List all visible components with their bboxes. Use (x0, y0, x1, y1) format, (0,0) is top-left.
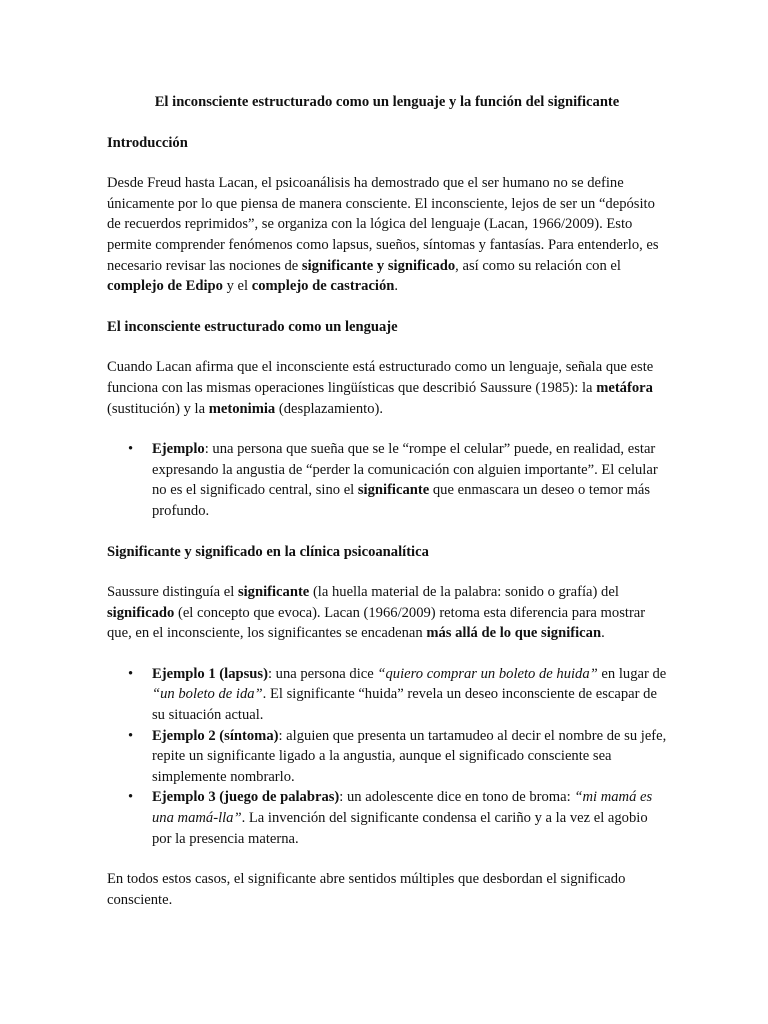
bullet-icon: • (128, 727, 134, 744)
section-heading-introduccion: Introducción (107, 134, 188, 151)
section-heading-significante-significado: Significante y significado en la clínica psicoanalítica (107, 543, 429, 560)
bullet-icon: • (128, 665, 134, 682)
document-page (107, 92, 667, 930)
list-item: • Ejemplo 2 (síntoma): alguien que presenta un tartamudeo al decir el nombre de su jefe, repite un significante ligado a la angustia, aunque el significado consciente sea simplemente nombrarlo. (128, 727, 667, 785)
list-item: • Ejemplo 3 (juego de palabras): un adolescente dice en tono de broma: “mi mamá es una mamá-lla”. La invención del significante condensa el cariño y a la vez el agobio por la presencia materna. (128, 789, 653, 847)
section2-paragraph: Saussure distinguía el significante (la huella material de la palabra: sonido o grafía) del significado (el concepto que evoca). Lacan (1966/2009) retoma esta diferencia para mostrar que, en el inconsciente, los significantes se encadenan más allá de lo que significan. (107, 584, 646, 642)
list-item: • Ejemplo 1 (lapsus): una persona dice “quiero comprar un boleto de huida” en lugar de “un boleto de ida”. El significante “huida” revela un deseo inconsciente de escapar de su situación actual. (128, 665, 667, 724)
bullet-icon: • (128, 789, 134, 806)
list-item: • Ejemplo: una persona que sueña que se le “rompe el celular” puede, en realidad, estar expresando la angustia de “perder la comunicación con alguien importante”. El celular no es el significado central, sino el significante que enmascara un deseo o temor más profundo. (128, 441, 658, 519)
section2-example-list (107, 664, 667, 849)
closing-paragraph: En todos estos casos, el significante abre sentidos múltiples que desbordan el significado consciente. (107, 871, 626, 908)
section-heading-inconsciente-lenguaje: El inconsciente estructurado como un lenguaje (107, 318, 398, 335)
section1-paragraph: Cuando Lacan afirma que el inconsciente está estructurado como un lenguaje, señala que este funciona con las mismas operaciones lingüísticas que describió Saussure (1985): la metáfora (sustitución) y la metonimia (desplazamiento). (107, 359, 654, 417)
intro-paragraph: Desde Freud hasta Lacan, el psicoanálisis ha demostrado que el ser humano no se define únicamente por lo que piensa de manera consciente. El inconsciente, lejos de ser un “depósito de recuerdos reprimidos”, se organiza con la lógica del lenguaje (Lacan, 1966/2009). Esto permite comprender fenómenos como lapsus, sueños, síntomas y fantasías. Para entenderlo, es necesario revisar las nociones de significante y significado, así como su relación con el complejo de Edipo y el complejo de castración. (107, 175, 659, 295)
document-title: El inconsciente estructurado como un lenguaje y la función del significante (154, 94, 620, 110)
section1-example-list (107, 439, 667, 521)
bullet-icon: • (128, 441, 134, 458)
